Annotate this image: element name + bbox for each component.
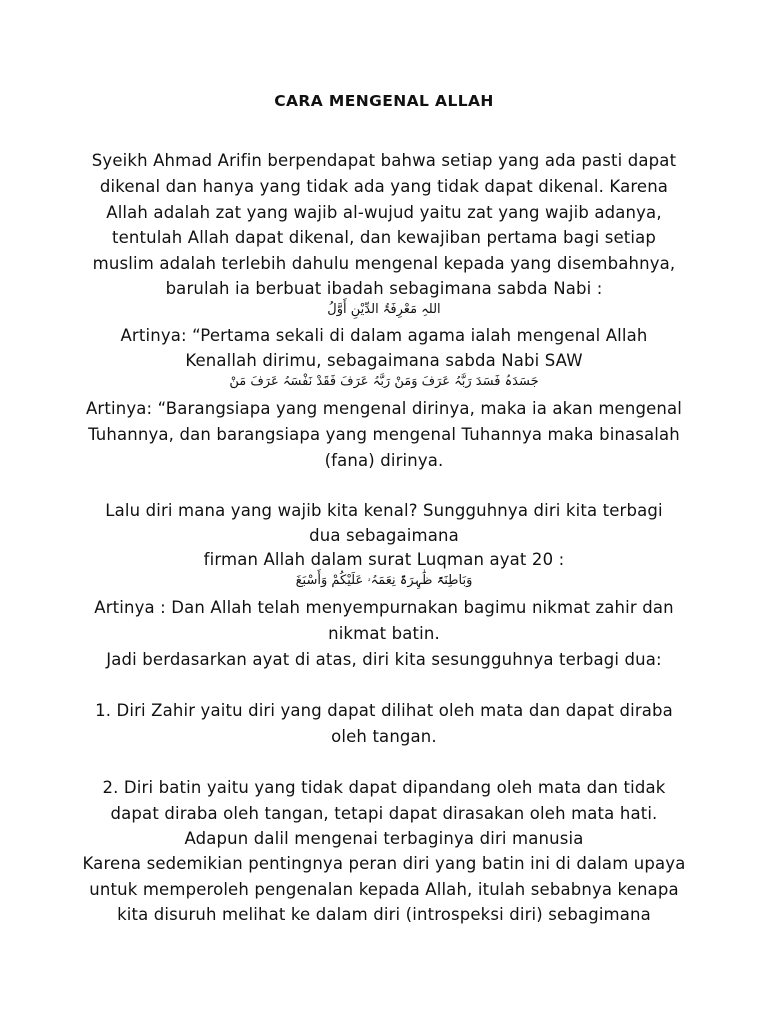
list-item: 1. Diri Zahir yaitu diri yang dapat dilihat oleh mata dan dapat diraba (95, 701, 673, 720)
text-line: barulah ia berbuat ibadah sebagimana sabda Nabi : (165, 279, 603, 298)
text-line: Adapun dalil mengenai terbaginya diri manusia (184, 829, 584, 848)
text-line: dikenal dan hanya yang tidak ada yang tidak dapat dikenal. Karena (99, 177, 669, 196)
text-line: nikmat batin. (328, 624, 440, 643)
text-line: untuk memperoleh pengenalan kepada Allah, itulah sebabnya kenapa (89, 880, 679, 899)
text-line: Allah adalah zat yang wajib al-wujud yaitu zat yang wajib adanya, (106, 203, 662, 222)
text-line: Artinya : Dan Allah telah menyempurnakan bagimu nikmat zahir dan (94, 598, 674, 617)
text-line: Tuhannya, dan barangsiapa yang mengenal Tuhannya maka binasalah (88, 425, 680, 444)
text-line: Artinya: “Pertama sekali di dalam agama ialah mengenal Allah (120, 326, 648, 345)
text-line: Jadi berdasarkan ayat di atas, diri kita sesungguhnya terbagi dua: (106, 650, 662, 669)
text-line: Karena sedemikian pentingnya peran diri yang batin ini di dalam upaya (82, 854, 686, 873)
text-line: Lalu diri mana yang wajib kita kenal? Sungguhnya diri kita terbagi (105, 501, 663, 520)
text-line: (fana) dirinya. (324, 451, 444, 470)
text-line: tentulah Allah dapat dikenal, dan kewajiban pertama bagi setiap (112, 228, 656, 247)
text-line: kita disuruh melihat ke dalam diri (introspeksi diri) sebagimana (117, 905, 651, 924)
text-line: oleh tangan. (331, 727, 437, 746)
text-line: muslim adalah terlebih dahulu mengenal kepada yang disembahnya, (92, 254, 676, 273)
text-line: Syeikh Ahmad Arifin berpendapat bahwa setiap yang ada pasti dapat (91, 151, 677, 170)
page-title: CARA MENGENAL ALLAH (274, 92, 494, 110)
text-line: dapat diraba oleh tangan, tetapi dapat dirasakan oleh mata hati. (110, 804, 658, 823)
text-line: firman Allah dalam surat Luqman ayat 20 : (203, 550, 565, 569)
text-line: dua sebagaimana (309, 526, 459, 545)
arabic-hadith: جَسَدَہُ فَسَدَ رَبَّہُ عَرَفَ وَمَنْ رَبَّہُ عَرَفَ فَقَدْ نَفْسَہُ عَرَفَ مَنْ (229, 374, 539, 389)
arabic-verse: وَبَاطِنَۃً ظَٰہِرَۃً نِعَمَہُۥ عَلَیْکُمْ وَأَسْبَغَ (295, 573, 473, 588)
arabic-hadith: اللہِ مَعْرِفَۃُ الدِّیْنِ أَوَّلُ (327, 302, 441, 317)
text-line: Artinya: “Barangsiapa yang mengenal dirinya, maka ia akan mengenal (86, 399, 682, 418)
list-item: 2. Diri batin yaitu yang tidak dapat dipandang oleh mata dan tidak (102, 778, 666, 797)
text-line: Kenallah dirimu, sebagaimana sabda Nabi SAW (185, 351, 583, 370)
